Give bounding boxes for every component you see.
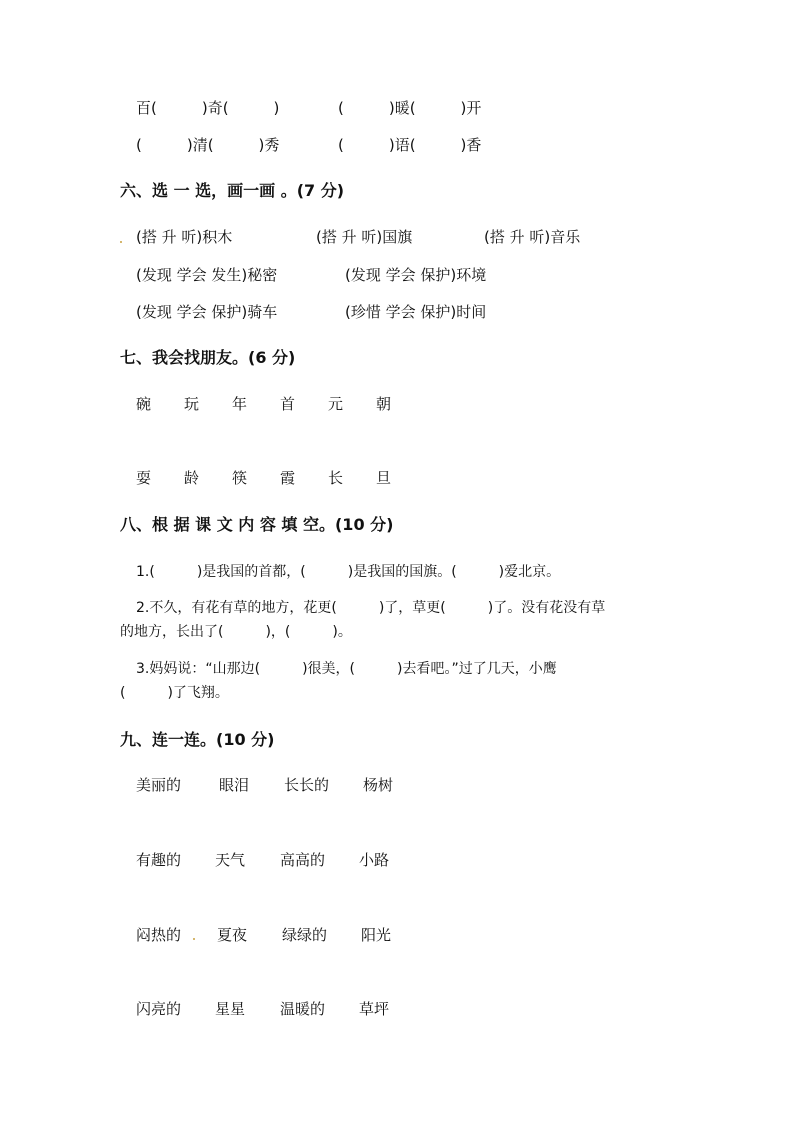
s9-r3-adj2: 绿绿的 <box>282 926 328 944</box>
speck-mark <box>193 938 195 940</box>
s7-top-2: 玩 <box>184 395 200 413</box>
s9-r2-adj2: 高高的 <box>280 851 326 869</box>
s5-row2-right: ( )语( )香 <box>338 136 482 154</box>
s9-r3-adj1: 闷热的 <box>136 926 182 944</box>
s7-bottom-4: 霞 <box>280 469 296 487</box>
s7-bottom-1: 耍 <box>136 469 152 487</box>
s9-r4-noun1: 星星 <box>215 1000 246 1018</box>
s6-r2-c1: (发现 学会 发生)秘密 <box>136 266 278 284</box>
s7-bottom-6: 旦 <box>376 469 392 487</box>
s7-bottom-2: 龄 <box>184 469 200 487</box>
s8-item3-line1: 3.妈妈说：“山那边( )很美，( )去看吧。”过了几天，小鹰 <box>136 661 557 677</box>
s6-r1-c1: (搭 升 听)积木 <box>136 228 233 246</box>
s9-r3-noun1: 夏夜 <box>217 926 248 944</box>
section9-heading: 九、连一连。(10 分) <box>120 730 275 749</box>
s9-r1-adj1: 美丽的 <box>136 776 182 794</box>
s6-r1-c2: (搭 升 听)国旗 <box>316 228 413 246</box>
s9-r1-noun2: 杨树 <box>363 776 394 794</box>
s8-item2-line1: 2.不久，有花有草的地方，花更( )了，草更( )了。没有花没有草 <box>136 600 606 616</box>
s5-row2-left: ( )清( )秀 <box>136 136 280 154</box>
s9-r1-adj2: 长长的 <box>284 776 330 794</box>
s7-bottom-3: 筷 <box>232 469 248 487</box>
s7-top-1: 碗 <box>136 395 152 413</box>
s8-item3-line2: ( )了飞翔。 <box>120 685 229 701</box>
s9-r4-adj2: 温暖的 <box>280 1000 326 1018</box>
s5-row1-right: ( )暖( )开 <box>338 99 482 117</box>
s7-top-3: 年 <box>232 395 248 413</box>
s9-r2-noun2: 小路 <box>359 851 390 869</box>
s8-item2-line2: 的地方，长出了( )，( )。 <box>120 624 352 640</box>
s6-r2-c2: (发现 学会 保护)环境 <box>345 266 487 284</box>
s6-r1-c3: (搭 升 听)音乐 <box>484 228 581 246</box>
section8-heading: 八、根 据 课 文 内 容 填 空。(10 分) <box>120 515 394 534</box>
s7-top-4: 首 <box>280 395 296 413</box>
s7-bottom-5: 长 <box>328 469 344 487</box>
s9-r4-adj1: 闪亮的 <box>136 1000 182 1018</box>
section7-heading: 七、我会找朋友。(6 分) <box>120 348 296 367</box>
s5-row1-left: 百( )奇( ) <box>136 99 280 117</box>
s6-r3-c2: (珍惜 学会 保护)时间 <box>345 303 487 321</box>
s8-item1: 1.( )是我国的首都，( )是我国的国旗。( )爱北京。 <box>136 564 561 580</box>
s9-r3-noun2: 阳光 <box>361 926 392 944</box>
s7-top-5: 元 <box>328 395 344 413</box>
s9-r4-noun2: 草坪 <box>359 1000 390 1018</box>
s6-r3-c1: (发现 学会 保护)骑车 <box>136 303 278 321</box>
s9-r1-noun1: 眼泪 <box>219 776 250 794</box>
section6-heading: 六、选 一 选，画一画 。(7 分) <box>120 181 345 200</box>
s9-r2-noun1: 天气 <box>215 851 246 869</box>
speck-mark <box>120 241 122 243</box>
s7-top-6: 朝 <box>376 395 392 413</box>
s9-r2-adj1: 有趣的 <box>136 851 182 869</box>
